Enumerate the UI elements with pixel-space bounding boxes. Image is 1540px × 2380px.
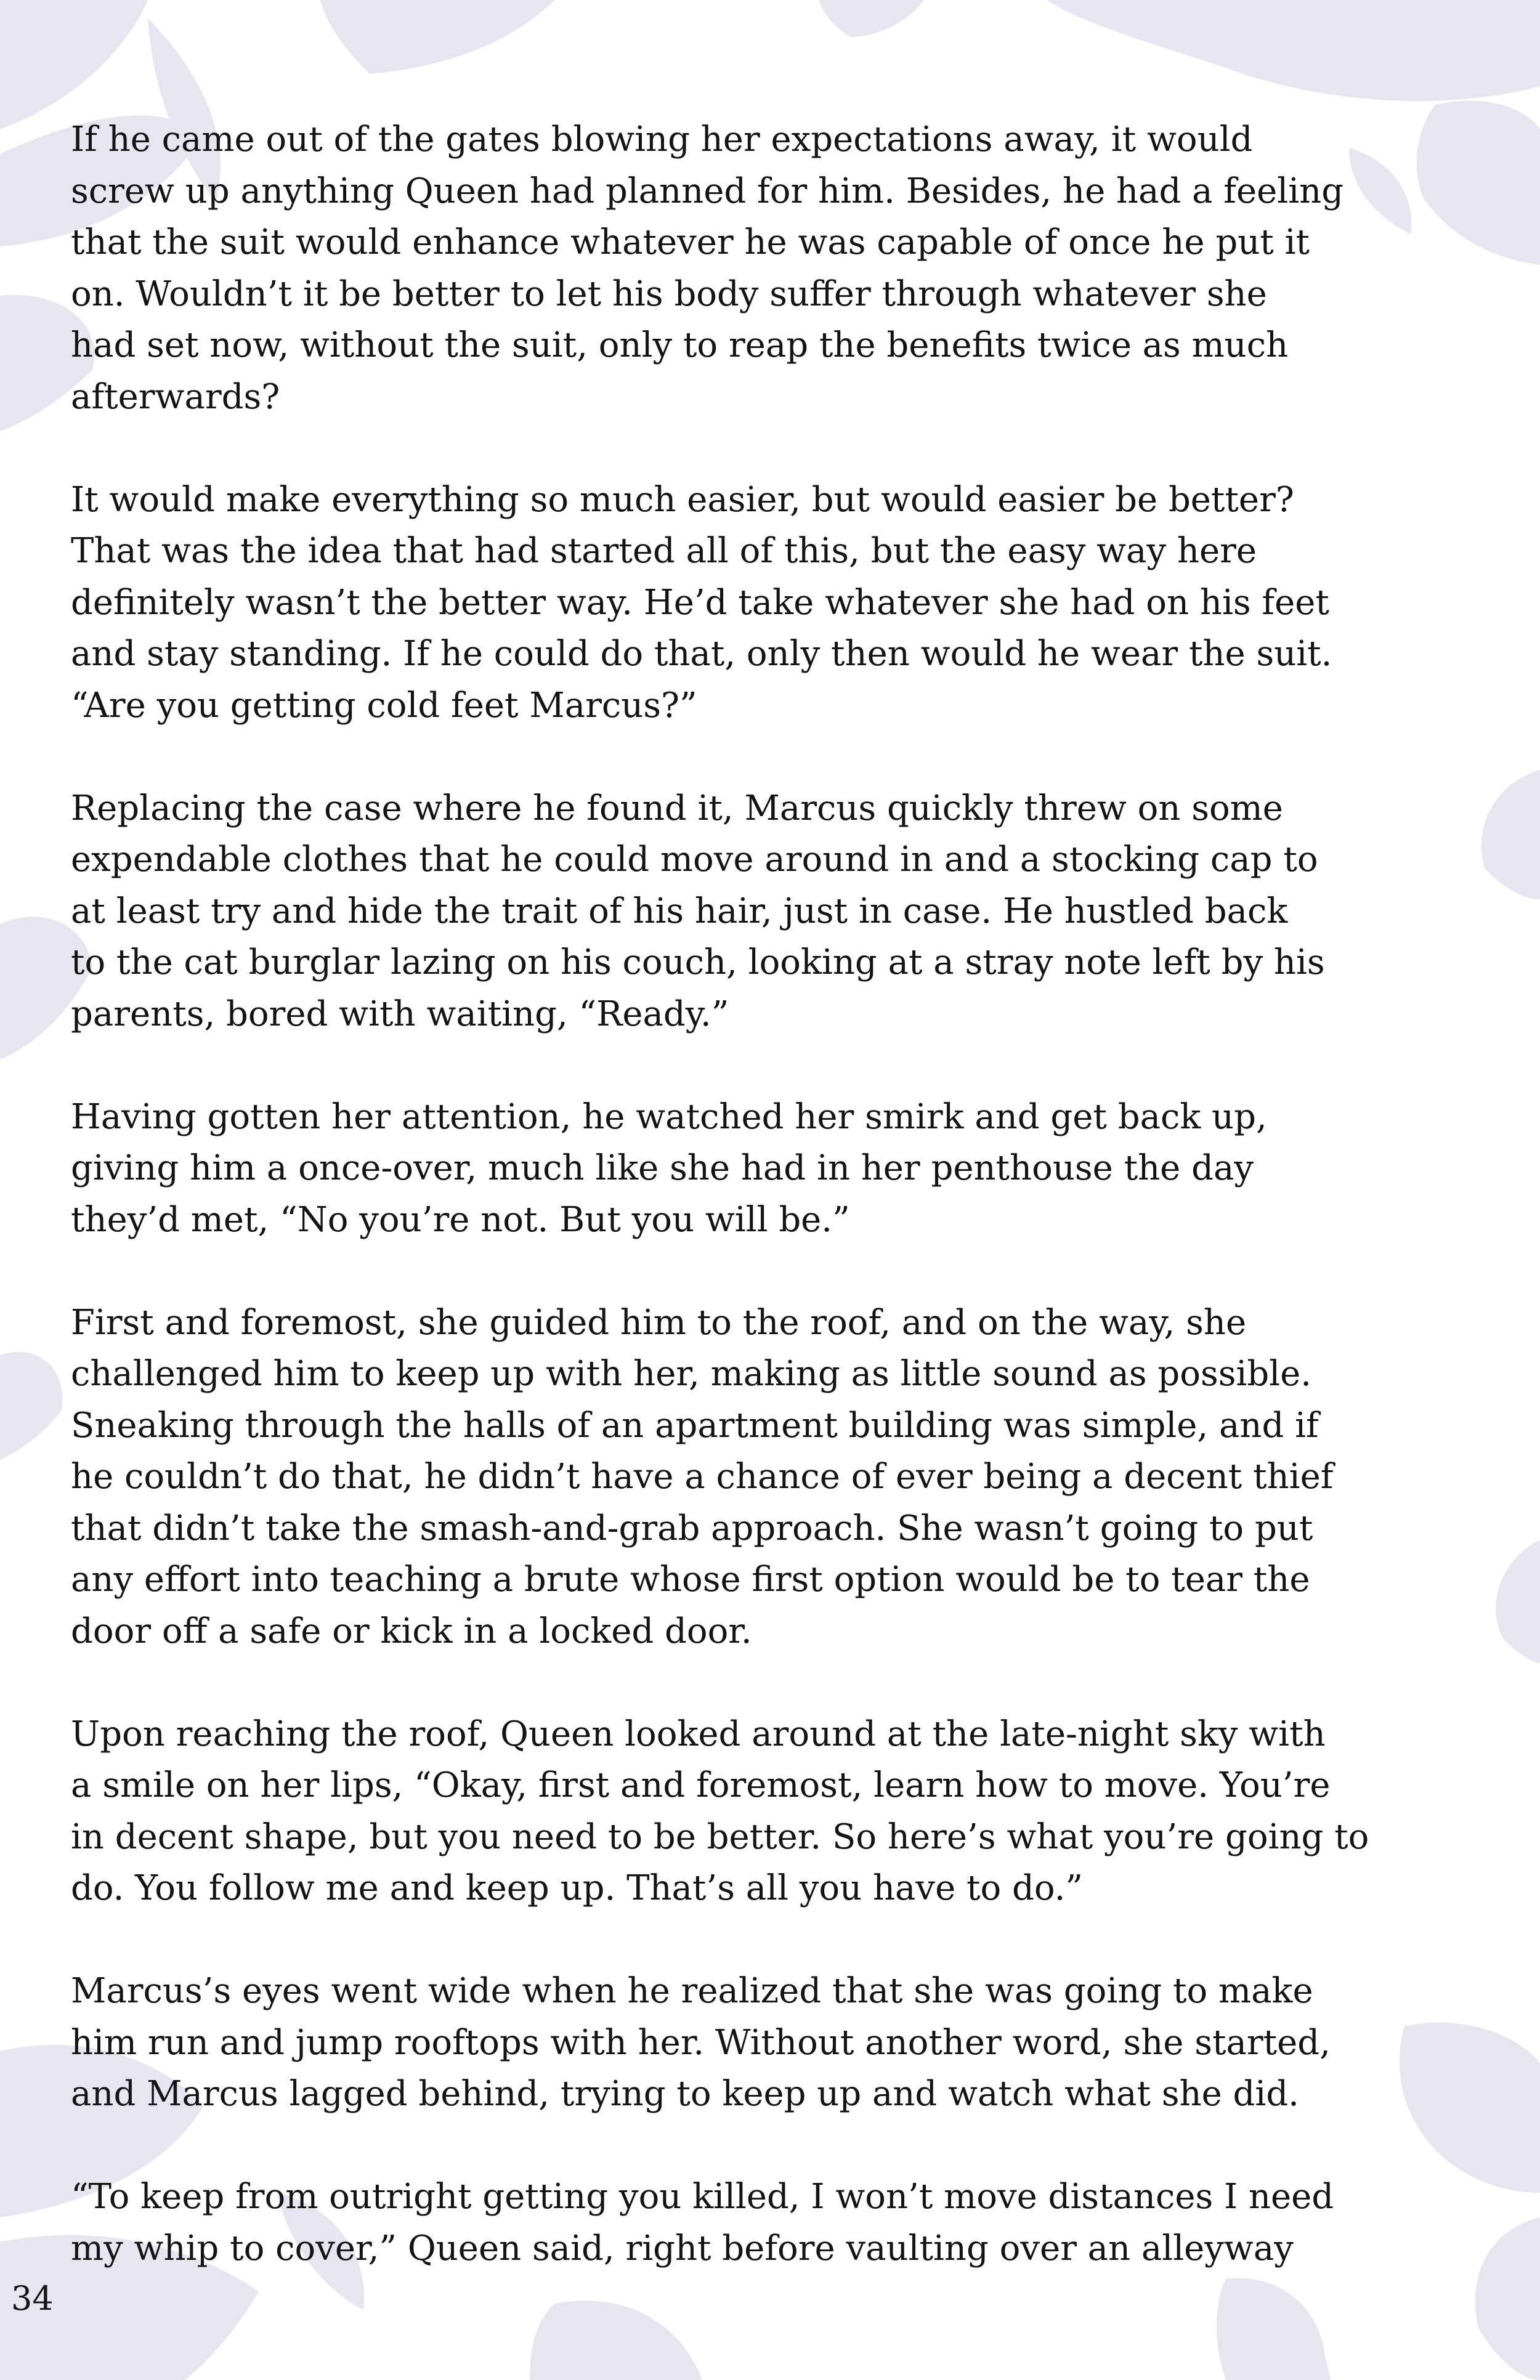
paragraph-1: If he came out of the gates blowing her expectations away, it would screw up anything Queen had planned for him. Besides, he had a feeling that the suit would enhance whatever he was capable of once he put it on. Wouldn’t it be better to let his body suffer through whatever she had set now, without the suit, only to reap the benefits twice as much afterwards? (71, 119, 1344, 417)
paragraph-3: Replacing the case where he found it, Marcus quickly threw on some expendable clothes that he could move around in and a stocking cap to at least try and hide the trait of his hair, just in case. He hustled back to the cat burglar lazing on his couch, looking at a stray note left by his parents, bored with waiting, “Ready.” (71, 788, 1325, 1034)
paragraph-4: Having gotten her attention, he watched her smirk and get back up, giving him a once-over, much like she had in her penthouse the day they’d met, “No you’re not. But you will be.” (71, 1096, 1267, 1240)
paragraph-7: Marcus’s eyes went wide when he realized that she was going to make him run and jump rooftops with her. Without another word, she started, and Marcus lagged behind, trying to keep up and watch what she did. (71, 1971, 1331, 2114)
paragraph-5: First and foremost, she guided him to the roof, and on the way, she challenged him to keep up with her, making as little sound as possible. Sneaking through the halls of an apartment building was simple, and if he couldn’t do that, he didn’t have a chance of ever being a decent thief that didn’t take the smash-and-grab approach. She wasn’t going to put any effort into teaching a brute whose first option would be to tear the door off a safe or kick in a locked door. (71, 1302, 1334, 1651)
body-text (71, 114, 1481, 2274)
paragraph-2: It would make everything so much easier, but would easier be better? That was the idea that had started all of this, but the easy way here definitely wasn’t the better way. He’d take whatever she had on his feet and stay standing. If he could do that, only then would he wear the suit. “Are you getting cold feet Marcus?” (71, 479, 1332, 726)
paragraph-8: “To keep from outright getting you killed, I won’t move distances I need my whip to cover,” Queen said, right before vaulting over an alleyway (71, 2177, 1334, 2269)
page-number: 34 (11, 2279, 54, 2318)
paragraph-6: Upon reaching the roof, Queen looked around at the late-night sky with a smile on her lips, “Okay, first and foremost, learn how to move. You’re in decent shape, but you need to be better. So here’s what you’re going to do. You follow me and keep up. That’s all you have to do.” (71, 1714, 1369, 1908)
